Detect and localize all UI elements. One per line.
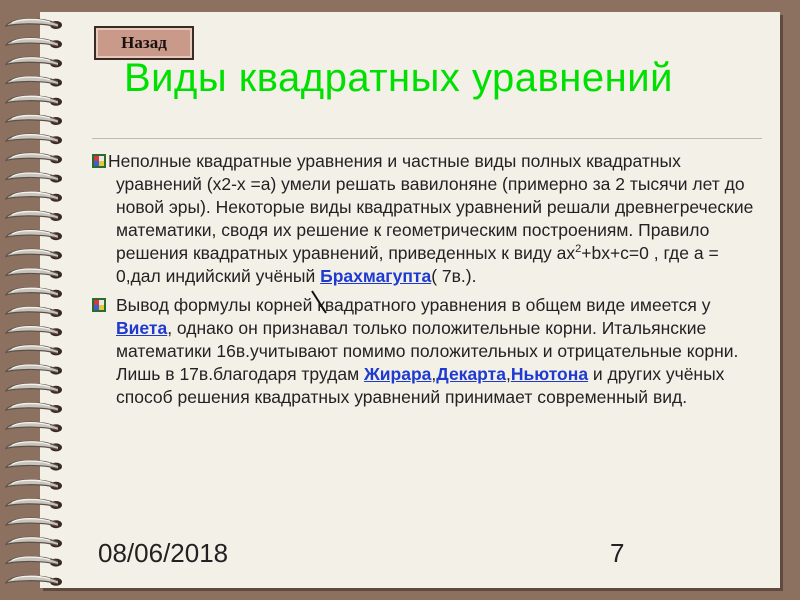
- link-girard[interactable]: Жирара: [363, 364, 432, 384]
- ring-icon: [6, 57, 62, 67]
- paragraph-1: [92, 150, 762, 288]
- ring-icon: [6, 269, 62, 279]
- ring-icon: [6, 192, 62, 202]
- paragraph-2-text: Вывод формулы корней квадратного уравнения в общем виде имеется у Виета, однако он признавал только положительные корни. Итальянские математики 16в.учитывают помимо положительных и отрицательные корни. Лишь в 17в.благодаря трудам Жирара,Декарта,Ньютона и других учёных способ решения квадратных уравнений принимает современный вид.: [116, 295, 739, 407]
- ring-icon: [6, 249, 62, 259]
- ring-icon: [6, 19, 62, 29]
- back-button[interactable]: Назад: [94, 26, 194, 60]
- ring-icon: [6, 441, 62, 451]
- ring-icon: [6, 480, 62, 490]
- ring-icon: [6, 230, 62, 240]
- ring-icon: [6, 96, 62, 106]
- link-descartes[interactable]: Декарта: [436, 364, 506, 384]
- ring-icon: [6, 557, 62, 567]
- ring-icon: [6, 307, 62, 317]
- ring-icon: [6, 38, 62, 48]
- link-viet[interactable]: Виета: [116, 318, 168, 338]
- ring-icon: [6, 173, 62, 183]
- page-title: Виды квадратных уравнений: [124, 56, 673, 100]
- spiral-binding: [0, 8, 80, 598]
- content: [92, 150, 762, 409]
- footer-date: 08/06/2018: [98, 538, 229, 568]
- slash-mark: [309, 290, 329, 314]
- ring-icon: [6, 211, 62, 221]
- ring-icon: [6, 288, 62, 298]
- ring-icon: [6, 422, 62, 432]
- link-brahmagupta[interactable]: Брахмагупта: [320, 266, 432, 286]
- ring-icon: [6, 115, 62, 125]
- ring-icon: [6, 134, 62, 144]
- ring-icon: [6, 499, 62, 509]
- ring-icon: [6, 77, 62, 87]
- ring-icon: [6, 384, 62, 394]
- ring-icon: [6, 403, 62, 413]
- ring-icon: [6, 461, 62, 471]
- bullet-icon: [92, 154, 106, 168]
- ring-icon: [6, 345, 62, 355]
- ring-icon: [6, 326, 62, 336]
- ring-icon: [6, 576, 62, 586]
- paragraph-1-text: Неполные квадратные уравнения и частные виды полных квадратных уравнений (х2-х =а) умели решать вавилоняне (примерно за 2 тысячи лет до новой эры). Некоторые виды квадратных уравнений решали древнегреческие математики, сводя их решение к геометрическим построениям. Правило решения квадратных уравнений, приведенных к виду $ax^2+bx+c=0$ , где а = 0,дал индийский учёный Брахмагупта( 7в.).: [108, 151, 754, 286]
- link-newton[interactable]: Ньютона: [510, 364, 589, 384]
- ring-icon: [6, 537, 62, 547]
- divider: [92, 138, 762, 139]
- ring-icon: [6, 153, 62, 163]
- paragraph-2: [92, 294, 762, 409]
- ring-icon: [6, 365, 62, 375]
- bullet-icon: [92, 298, 106, 312]
- page-number: 7: [610, 538, 625, 568]
- ring-icon: [6, 518, 62, 528]
